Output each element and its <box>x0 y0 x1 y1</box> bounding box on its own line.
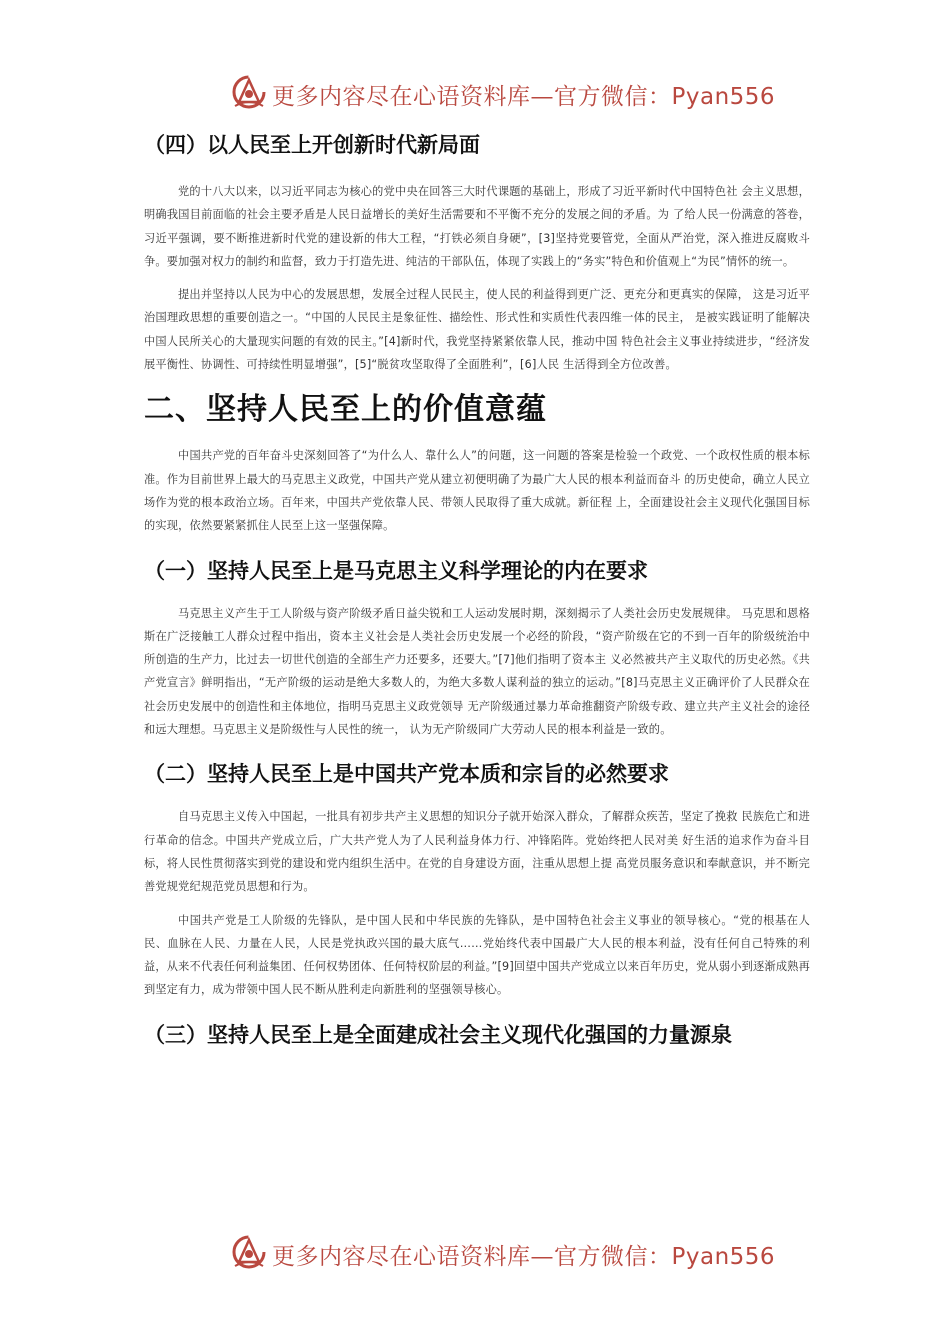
banner-text: 更多内容尽在心语资料库—官方微信：Pyan556 <box>272 84 776 110</box>
chapter-heading-value: 二、坚持人民至上的价值意蕴 <box>144 392 547 428</box>
banner-wechat-id: Pyan556 <box>671 84 776 110</box>
section-heading-four: （四）以人民至上开创新时代新局面 <box>144 133 480 157</box>
document-body <box>144 130 810 1050</box>
paragraph: 中国共产党的百年奋斗史深刻回答了“为什么人、靠什么人”的问题，这一问题的答案是检验一个政党、一个政权性质的根本标准。作为目前世界上最大的马克思主义政党，中国共产党从建立初便明确了为最广大人民的根本利益而奋斗 的历史使命，确立人民立场作为党的根本政治立场。百年来，中国共产党依靠人民、带领人民取得了重大成就。新征程 上，全面建设社会主义现代化强国目标的实现，依然要紧紧抓住人民至上这一坚强保障。 <box>144 449 810 533</box>
section-heading-one: （一）坚持人民至上是马克思主义科学理论的内在要求 <box>144 558 648 583</box>
section-heading-two: （二）坚持人民至上是中国共产党本质和宗旨的必然要求 <box>144 762 669 787</box>
paragraph: 提出并坚持以人民为中心的发展思想，发展全过程人民民主，使人民的利益得到更广泛、更充分和更真实的保障， 这是习近平治国理政思想的重要创造之一。“中国的人民民主是象征性、描绘性、形式性和实质性代表四维一体的民主， 是被实践证明了能解决中国人民所关心的大量现实问题的有效的民主。”[4]新时代，我党坚持紧紧依靠人民，推动中国 特色社会主义事业持续进步，“经济发展平衡性、协调性、可持续性明显增强”，[5]“脱贫攻坚取得了全面胜利”，[6]人民 生活得到全方位改善。 <box>144 288 810 372</box>
header-banner <box>0 70 950 114</box>
section-heading-three: （三）坚持人民至上是全面建成社会主义现代化强国的力量源泉 <box>144 1022 732 1047</box>
paragraph: 马克思主义产生于工人阶级与资产阶级矛盾日益尖锐和工人运动发展时期，深刻揭示了人类社会历史发展规律。 马克思和恩格斯在广泛接触工人群众过程中指出，资本主义社会是人类社会历史发展一个必经的阶段，“资产阶级在它的不到一百年的阶级统治中所创造的生产力，比过去一切世代创造的全部生产力还要多，还要大。”[7]他们指明了资本主 义必然被共产主义取代的历史必然。《共产党宣言》鲜明指出，“无产阶级的运动是绝大多数人的，为绝大多数人谋利益的独立的运动。”[8]马克思主义正确评价了人民群众在社会历史发展中的创造性和主体地位，指明马克思主义政党领导 无产阶级通过暴力革命推翻资产阶级专政、建立共产主义社会的途径和远大理想。马克思主义是阶级性与人民性的统一， 认为无产阶级同广大劳动人民的根本利益是一致的。 <box>144 606 810 737</box>
paragraph: 中国共产党是工人阶级的先锋队，是中国人民和中华民族的先锋队，是中国特色社会主义事业的领导核心。“党的根基在人民、血脉在人民、力量在人民，人民是党执政兴国的最大底气……党始终代表中国最广大人民的根本利益，没有任何自己特殊的利益，从来不代表任何利益集团、任何权势团体、任何特权阶层的利益。”[9]回望中国共产党成立以来百年历史，党从弱小到逐渐成熟再到坚定有力，成为带领中国人民不断从胜利走向新胜利的坚强领导核心。 <box>144 913 810 997</box>
banner-text: 更多内容尽在心语资料库—官方微信：Pyan556 <box>272 1244 776 1270</box>
footer-banner <box>0 1230 950 1274</box>
brand-logo-icon <box>229 1232 269 1272</box>
banner-wechat-id: Pyan556 <box>671 1244 776 1270</box>
paragraph: 党的十八大以来，以习近平同志为核心的党中央在回答三大时代课题的基础上，形成了习近平新时代中国特色社 会主义思想，明确我国目前面临的社会主要矛盾是人民日益增长的美好生活需要和不平衡不充分的发展之间的矛盾。为 了给人民一份满意的答卷，习近平强调，要不断推进新时代党的建设新的伟大工程，“打铁必须自身硬”，[3]坚持党要管党，全面从严治党，深入推进反腐败斗争。要加强对权力的制约和监督，致力于打造先进、纯洁的干部队伍，体现了实践上的“务实”特色和价值观上“为民”情怀的统一。 <box>144 185 810 268</box>
paragraph: 自马克思主义传入中国起，一批具有初步共产主义思想的知识分子就开始深入群众，了解群众疾苦，坚定了挽救 民族危亡和进行革命的信念。中国共产党成立后，广大共产党人为了人民利益身体力行、冲锋陷阵。党始终把人民对美 好生活的追求作为奋斗目标，将人民性贯彻落实到党的建设和党内组织生活中。在党的自身建设方面，注重从思想上提 高党员服务意识和奉献意识，并不断完善党规党纪规范党员思想和行为。 <box>144 810 810 894</box>
brand-logo-icon <box>229 72 269 112</box>
